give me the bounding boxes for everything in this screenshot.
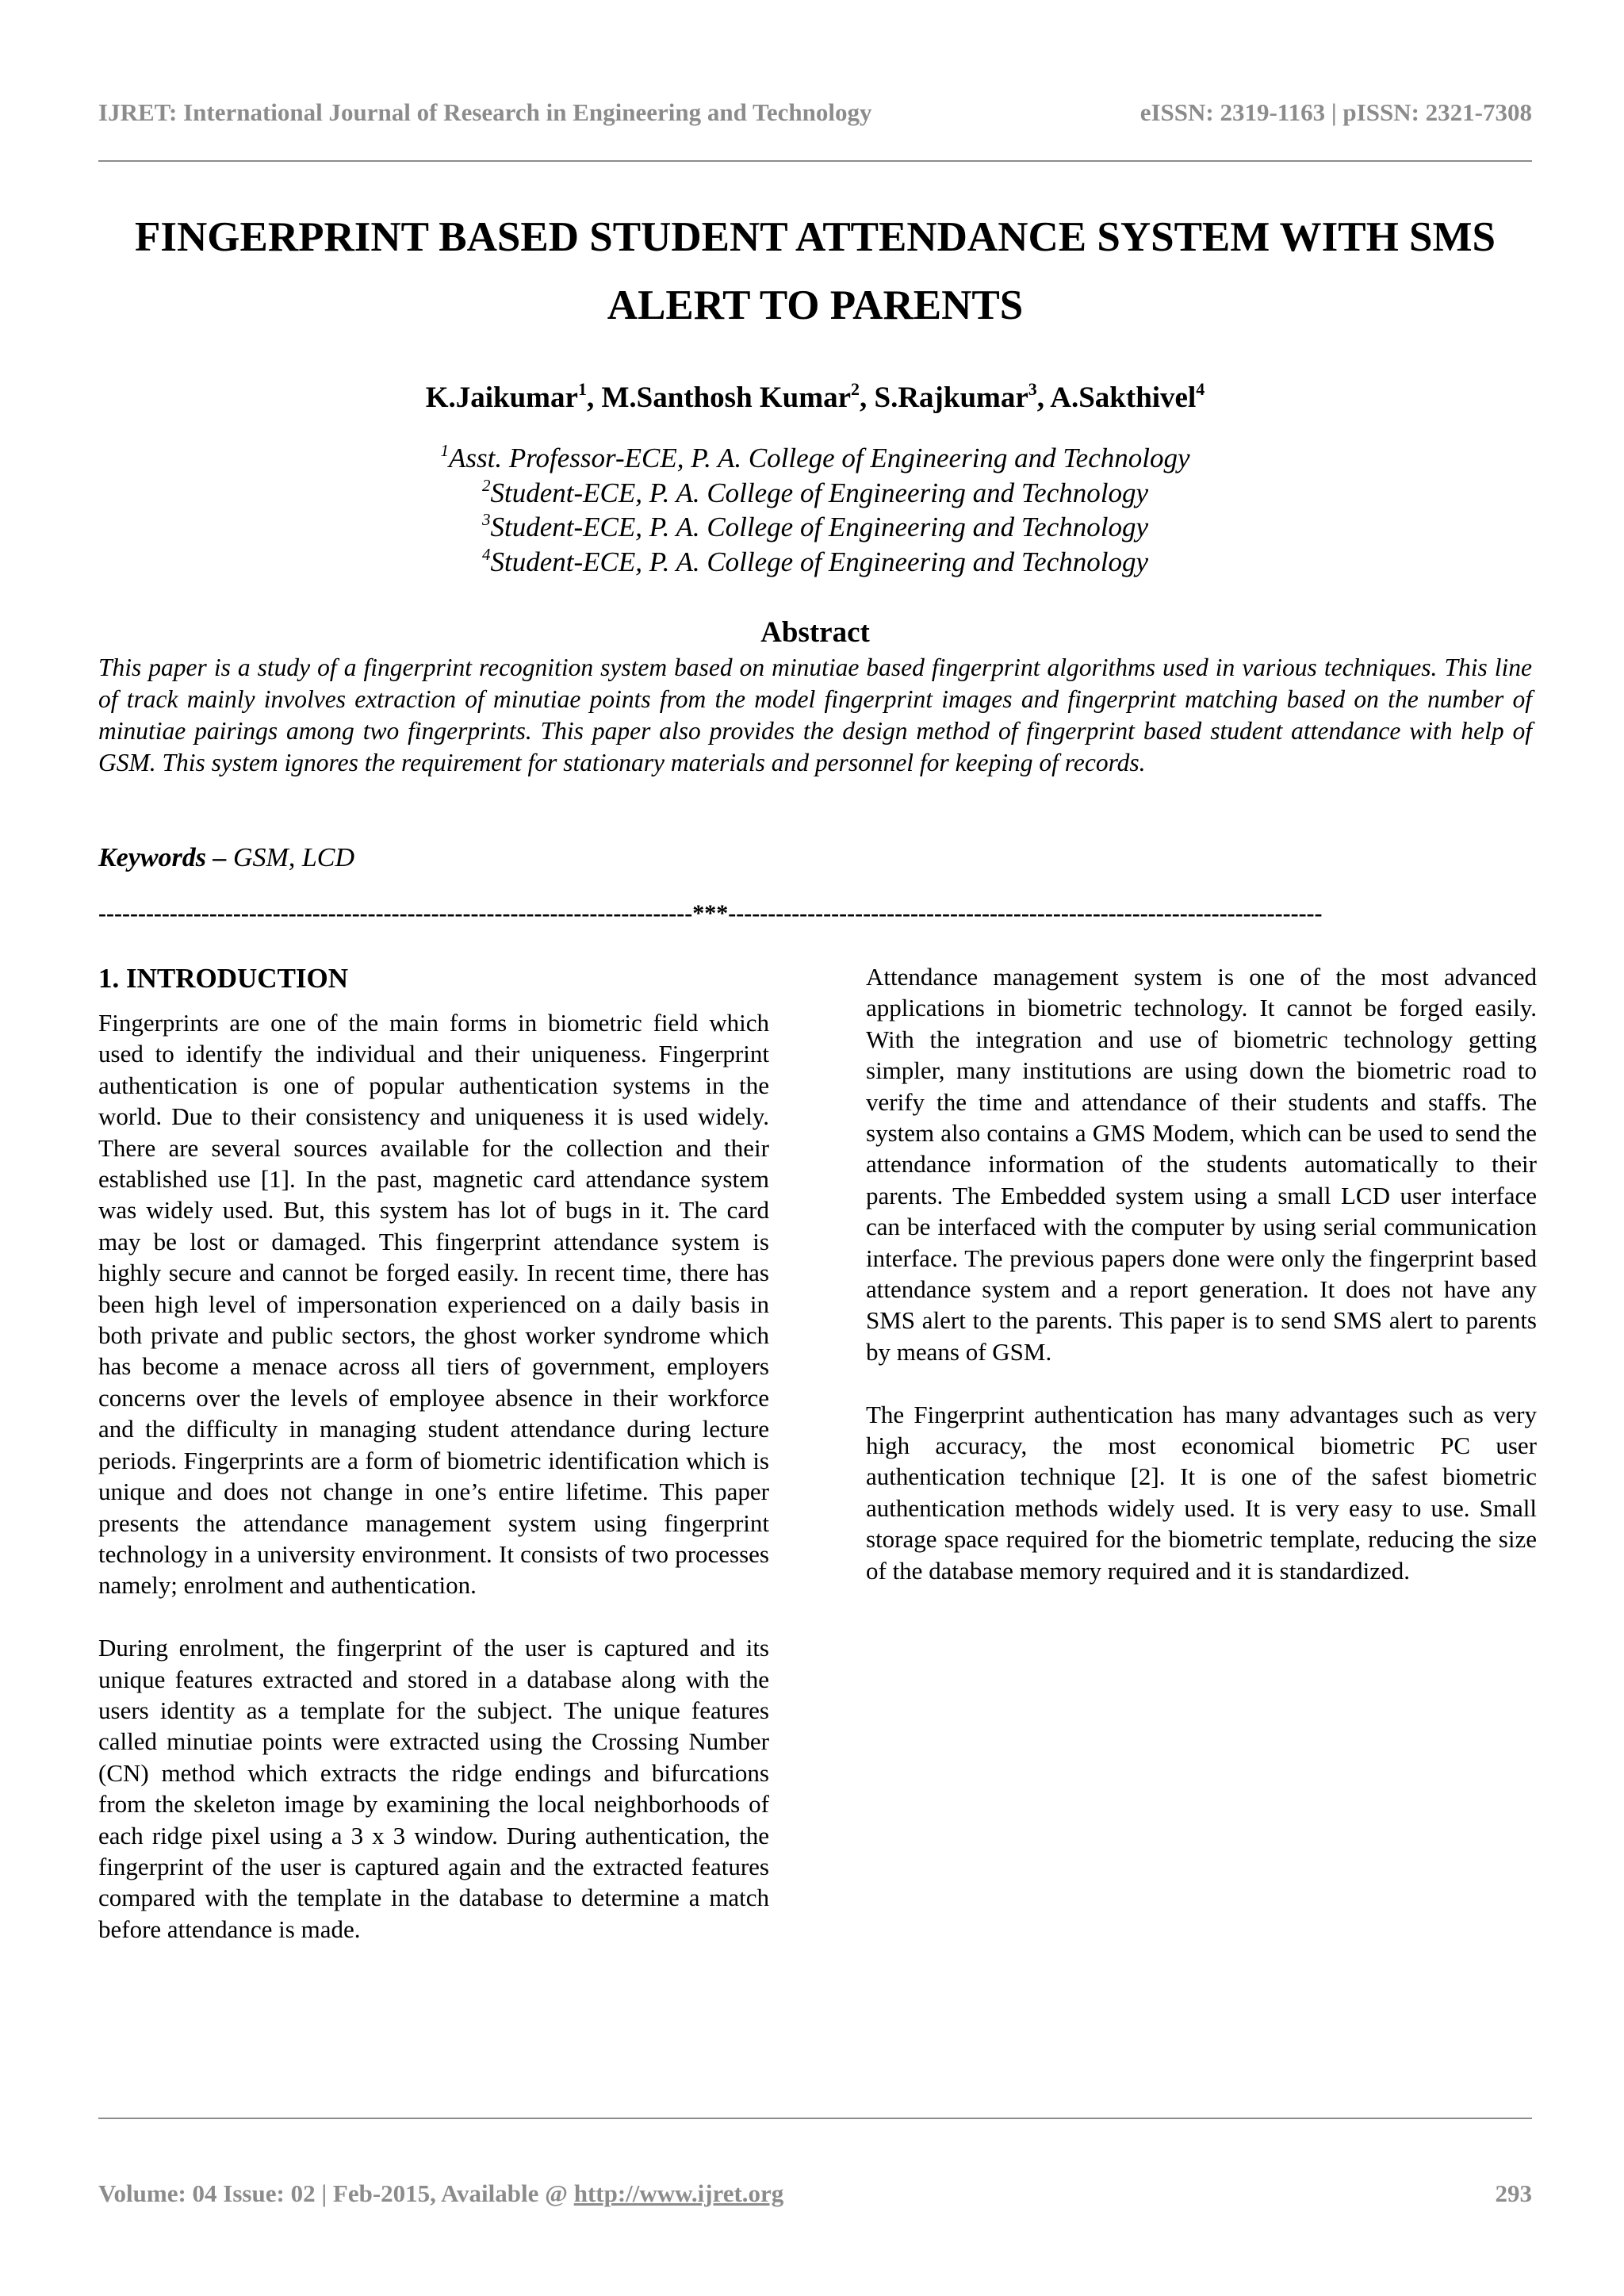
affiliation-text: Asst. Professor-ECE, P. A. College of Engineering and Technology <box>448 443 1190 473</box>
author-superscript: 1 <box>577 379 587 399</box>
keywords-label: Keywords – <box>98 843 227 872</box>
author-superscript: 4 <box>1196 379 1205 399</box>
affiliation <box>79 510 1551 545</box>
page-number: 293 <box>1495 2179 1532 2207</box>
author-superscript: 2 <box>851 379 860 399</box>
body-paragraph: The Fingerprint authentication has many advantages such as very high accuracy, the most economical biometric PC user authentication technique [2]. It is one of the safest biometric authentication methods widely used. It is very easy to use. Small storage space required for the biometric template, reducing the size of the database memory required and it is standardized. <box>866 1400 1537 1585</box>
abstract-text: This paper is a study of a fingerprint recognition system based on minutiae based fingerprint algorithms used in various techniques. This line of track mainly involves extraction of minutiae points from the model fingerprint images and fingerprint matching based on the number of minutiae pairings among two fingerprints. This paper also provides the design method of fingerprint based student attendance with help of GSM. This system ignores the requirement for stationary materials and personnel for keeping of records. <box>98 654 1532 776</box>
affiliation-superscript: 4 <box>481 544 491 564</box>
title-line-1: FINGERPRINT BASED STUDENT ATTENDANCE SYSTEM WITH SMS <box>134 214 1496 260</box>
affiliation-text: Student-ECE, P. A. College of Engineering and Technology <box>490 512 1149 542</box>
author-name: A.Sakthivel <box>1050 381 1197 414</box>
author-name: M.Santhosh Kumar <box>601 381 851 414</box>
affiliation <box>79 476 1551 511</box>
header-divider <box>98 160 1532 162</box>
section-heading-introduction: 1. INTRODUCTION <box>98 963 349 994</box>
author-separator: , <box>1036 381 1051 414</box>
paper-title <box>79 203 1551 339</box>
affiliation <box>79 545 1551 580</box>
section-separator: ---------------------------------------------------------------------------***--------------------------------------------------------------------------- <box>98 900 1323 926</box>
journal-name: IJRET: International Journal of Research in Engineering and Technology <box>98 98 872 126</box>
affiliation-superscript: 3 <box>481 510 491 529</box>
author-separator: , <box>586 381 602 414</box>
footer-divider <box>98 2118 1532 2119</box>
affiliation-list <box>79 441 1551 579</box>
running-footer <box>98 2179 1532 2213</box>
running-header <box>98 98 1532 132</box>
volume-info: Volume: 04 Issue: 02 | Feb-2015, Available @ <box>98 2179 574 2207</box>
body-paragraph: Attendance management system is one of the most advanced applications in biometric technology. It cannot be forged easily. With the integration and use of biometric technology getting simpler, many institutions are using down the biometric road to verify the time and attendance of their students and staffs. The system also contains a GMS Modem, which can be used to send the attendance information of the students automatically to their parents. The Embedded system using a small LCD user interface can be interfaced with the computer by using serial communication interface. The previous papers done were only the fingerprint based attendance system and a report generation. It does not have any SMS alert to the parents. This paper is to send SMS alert to parents by means of GSM. <box>866 963 1537 1366</box>
left-column <box>98 961 769 1976</box>
issn-info: eISSN: 2319-1163 | pISSN: 2321-7308 <box>1139 98 1532 126</box>
author-separator: , <box>860 381 875 414</box>
author-name: S.Rajkumar <box>874 381 1028 414</box>
abstract-heading: Abstract <box>760 616 870 649</box>
body-paragraph: During enrolment, the fingerprint of the user is captured and its unique features extracted and stored in a database along with the users identity as a template for the subject. The unique features called minutiae points were extracted using the Crossing Number (CN) method which extracts the ridge endings and bifurcations from the skeleton image by examining the local neighborhoods of each ridge pixel using a 3 x 3 window. During authentication, the fingerprint of the user is captured again and the extracted features compared with the template in the database to determine a match before attendance is made. <box>98 1634 769 1943</box>
affiliation-text: Student-ECE, P. A. College of Engineering and Technology <box>490 546 1149 577</box>
author-superscript: 3 <box>1028 379 1037 399</box>
journal-link[interactable]: http://www.ijret.org <box>573 2179 784 2207</box>
footer-volume <box>98 2179 783 2208</box>
affiliation <box>79 441 1551 476</box>
author-name: K.Jaikumar <box>425 381 578 414</box>
body-paragraph: Fingerprints are one of the main forms in biometric field which used to identify the individual and their uniqueness. Fingerprint authentication is one of popular authentication systems in the world. Due to their consistency and uniqueness it is used widely. There are several sources available for the collection and their established use [1]. In the past, magnetic card attendance system was widely used. But, this system has lot of bugs in it. The card may be lost or damaged. This fingerprint attendance system is highly secure and cannot be forged easily. In recent time, there has been high level of impersonation experienced on a daily basis in both private and public sectors, the ghost worker syndrome which has become a menace across all tiers of government, employers concerns over the levels of employee absence in their workforce and the difficulty in managing student attendance during lecture periods. Fingerprints are a form of biometric identification which is unique and does not change in one’s entire lifetime. This paper presents the attendance management system using fingerprint technology in a university environment. It consists of two processes namely; enrolment and authentication. <box>98 1009 769 1600</box>
author-list <box>79 379 1551 417</box>
keywords <box>98 841 1532 876</box>
affiliation-superscript: 1 <box>440 441 449 460</box>
right-column <box>866 961 1537 1618</box>
affiliation-superscript: 2 <box>481 475 491 495</box>
affiliation-text: Student-ECE, P. A. College of Engineering and Technology <box>490 477 1149 508</box>
title-line-2: ALERT TO PARENTS <box>607 282 1024 328</box>
keywords-text: GSM, LCD <box>226 843 355 872</box>
